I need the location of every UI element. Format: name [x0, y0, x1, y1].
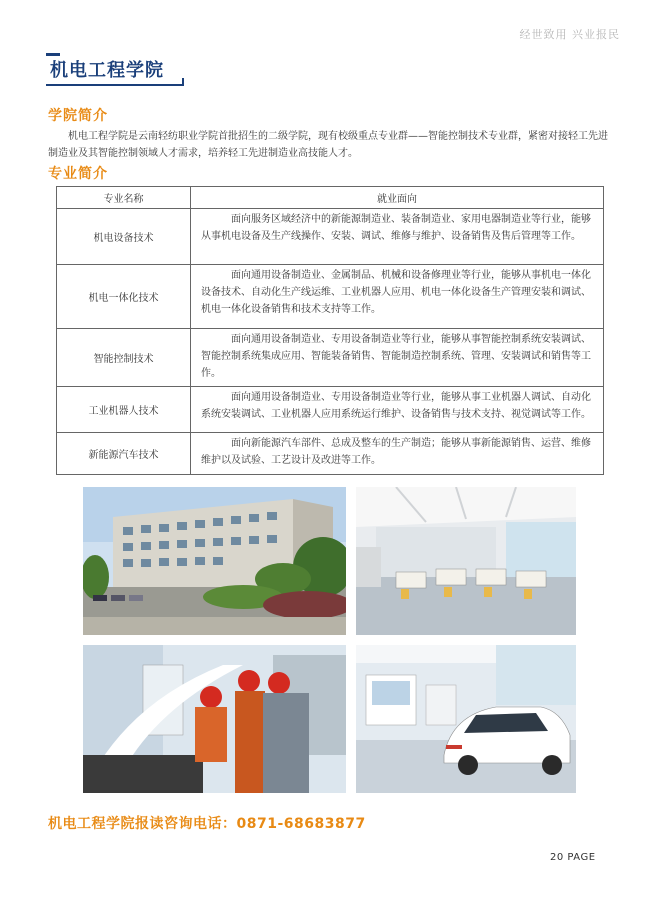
major-name: 工业机器人技术 [57, 387, 191, 433]
major-description: 面向新能源汽车部件、总成及整车的生产制造；能够从事新能源销售、运营、维修维护以及试验、工艺设计及改进等工作。 [191, 433, 604, 475]
motto: 经世致用 兴业报民 [519, 28, 620, 41]
table-row [57, 329, 604, 387]
major-description: 面向通用设备制造业、金属制品、机械和设备修理业等行业，能够从事机电一体化设备技术、自动化生产线运维、工业机器人应用、机电一体化设备生产管理安装和调试、机电一体化设备销售和技术支持等工作。 [191, 265, 604, 329]
title-corner-accent [46, 53, 60, 56]
major-description: 面向通用设备制造业、专用设备制造业等行业，能够从事工业机器人调试、自动化系统安装调试、工业机器人应用系统运行维护、设备销售与技术支持、视觉调试等工作。 [191, 387, 604, 433]
title-underline-tick [182, 78, 184, 86]
major-name: 智能控制技术 [57, 329, 191, 387]
new-energy-vehicle-photo [356, 645, 576, 793]
table-row [57, 265, 604, 329]
campus-building-photo [83, 487, 346, 635]
major-name: 机电一体化技术 [57, 265, 191, 329]
intro-text: 机电工程学院是云南轻纺职业学院首批招生的二级学院，现有校级重点专业群——智能控制技术专业群，紧密对接轻工先进制造业及其智能控制领域人才需求，培养轻工先进制造业高技能人才。 [48, 131, 608, 159]
table-row [57, 433, 604, 475]
workers-training-photo [83, 645, 346, 793]
column-header-employment: 就业面向 [191, 187, 604, 209]
table-row [57, 387, 604, 433]
college-title-block [46, 56, 164, 82]
page-number: 20 PAGE [550, 852, 596, 863]
title-underline [46, 84, 182, 86]
enrollment-phone: 机电工程学院报读咨询电话：0871-68683877 [48, 816, 366, 832]
intro-heading: 学院简介 [48, 108, 108, 124]
majors-heading: 专业简介 [48, 166, 108, 182]
column-header-major: 专业名称 [57, 187, 191, 209]
major-description: 面向通用设备制造业、专用设备制造业等行业，能够从事智能控制系统安装调试、智能控制系统集成应用、智能装备销售、智能制造控制系统、管理、安装调试和销售等工作。 [191, 329, 604, 387]
table-row [57, 209, 604, 265]
major-name: 新能源汽车技术 [57, 433, 191, 475]
page-title: 机电工程学院 [50, 60, 164, 81]
table-header-row [57, 187, 604, 209]
major-name: 机电设备技术 [57, 209, 191, 265]
major-description: 面向服务区域经济中的新能源制造业、装备制造业、家用电器制造业等行业，能够从事机电设备及生产线操作、安装、调试、维修与维护、设备销售及售后管理等工作。 [191, 209, 604, 265]
classroom-photo [356, 487, 576, 635]
majors-table [56, 186, 604, 475]
